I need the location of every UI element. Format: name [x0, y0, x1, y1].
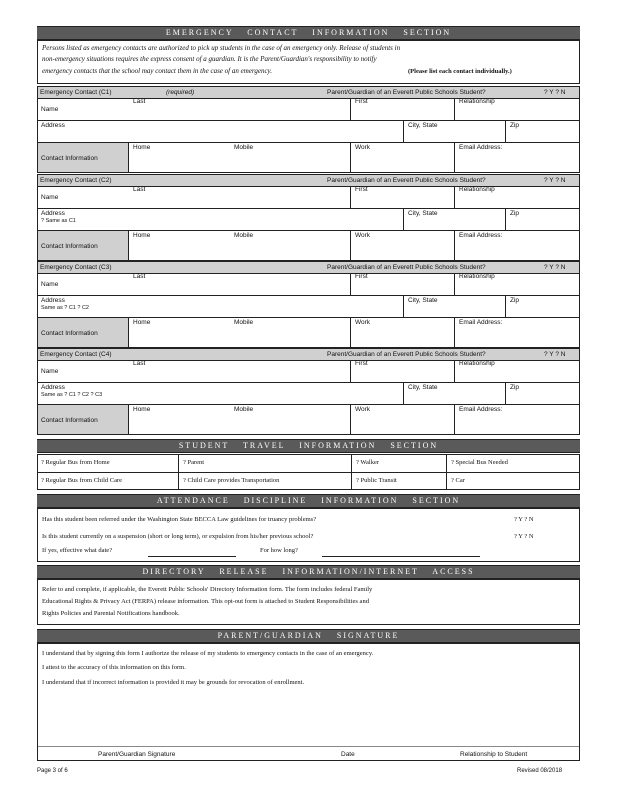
city-state-label: City, State — [408, 384, 438, 391]
directory-box — [37, 579, 580, 625]
travel-special-bus[interactable]: ? Special Bus Needed — [451, 459, 508, 466]
travel-car[interactable]: ? Car — [451, 477, 465, 484]
attendance-q1: Has this student been referred under the Washington State BECCA Law guidelines for truancy problems? — [42, 516, 317, 523]
emergency-contact-c4 — [37, 348, 580, 435]
signature-line-1: I understand that by signing this form I authorize the release of my students to emergency contacts in the case of an emergency. — [42, 650, 374, 657]
travel-childcare-transport[interactable]: ? Child Care provides Transportation — [183, 477, 280, 484]
same-as-options[interactable]: Same as ? C1 ? C2 — [41, 305, 89, 311]
attendance-q2: Is this student currently on a suspension (short or long term), or expulsion from his/her previous school? — [42, 533, 314, 540]
parent-yn[interactable]: ? Y ? N — [544, 177, 566, 184]
directory-line-3: Rights Policies and Parental Notifications handbook. — [42, 610, 180, 617]
date-label: Date — [341, 751, 355, 758]
travel-section-header: STUDENT TRAVEL INFORMATION SECTION — [37, 439, 580, 453]
name-label: Name — [41, 194, 59, 201]
contact-header: Emergency Contact (C4) — [40, 351, 112, 358]
attendance-q1-yn[interactable]: ? Y ? N — [514, 516, 534, 523]
last-label: Last — [133, 98, 146, 105]
travel-box — [37, 454, 580, 490]
name-label: Name — [41, 368, 59, 375]
intro-line-3: emergency contacts that the school may contact them in the case of an emergency. — [42, 67, 273, 75]
contact-required: (required) — [166, 89, 195, 96]
signature-line-3: I understand that if incorrect information is provided it may be grounds for revocation of enrollment. — [42, 679, 305, 686]
email-label: Email Address: — [459, 319, 503, 326]
first-label: First — [355, 360, 368, 367]
zip-label: Zip — [510, 122, 520, 129]
signature-line-2: I attest to the accuracy of this information on this form. — [42, 664, 186, 671]
mobile-label: Mobile — [234, 406, 254, 413]
relationship-label: Relationship — [459, 186, 495, 193]
travel-regular-bus-childcare[interactable]: ? Regular Bus from Child Care — [41, 477, 123, 484]
city-state-label: City, State — [408, 122, 438, 129]
contact-header: Emergency Contact (C2) — [40, 177, 112, 184]
page-number: Page 3 of 6 — [37, 768, 68, 774]
contact-info-label: Contact Information — [41, 155, 98, 162]
directory-line-2: Educational Rights & Privacy Act (FERPA) release information. This opt-out form is attached to Student Responsibilities and — [42, 598, 369, 605]
signature-section-header: PARENT/GUARDIAN SIGNATURE — [37, 629, 580, 643]
intro-box — [37, 40, 580, 84]
work-label: Work — [355, 232, 371, 239]
mobile-label: Mobile — [234, 232, 254, 239]
attendance-section-header: ATTENDANCE DISCIPLINE INFORMATION SECTION — [37, 494, 580, 508]
parent-question: Parent/Guardian of an Everett Public Schools Student? — [327, 177, 486, 184]
relationship-label: Relationship to Student — [460, 751, 528, 758]
zip-label: Zip — [510, 384, 520, 391]
contact-info-label: Contact Information — [41, 417, 98, 424]
zip-label: Zip — [510, 210, 520, 217]
attendance-box — [37, 508, 580, 562]
intro-line-2: non-emergency situations requires the express consent of a guardian. It is the Parent/Guardian's responsibility to notify — [42, 55, 377, 63]
parent-question: Parent/Guardian of an Everett Public Schools Student? — [327, 89, 486, 96]
how-long-line[interactable] — [322, 556, 480, 557]
attendance-q3a: If yes, effective what date? — [42, 547, 113, 554]
parent-question: Parent/Guardian of an Everett Public Schools Student? — [327, 351, 486, 358]
last-label: Last — [133, 186, 146, 193]
work-label: Work — [355, 319, 371, 326]
signature-label: Parent/Guardian Signature — [98, 751, 176, 758]
last-label: Last — [133, 273, 146, 280]
directory-section-header: DIRECTORY RELEASE INFORMATION/INTERNET ACCESS — [37, 565, 580, 579]
city-state-label: City, State — [408, 210, 438, 217]
same-as-options[interactable]: Same as ? C1 ? C2 ? C3 — [41, 392, 103, 398]
intro-line-3b: (Please list each contact individually.) — [408, 68, 512, 75]
parent-yn[interactable]: ? Y ? N — [544, 264, 566, 271]
parent-yn[interactable]: ? Y ? N — [544, 351, 566, 358]
address-label: Address — [41, 122, 65, 129]
address-label: Address — [41, 210, 65, 217]
travel-regular-bus-home[interactable]: ? Regular Bus from Home — [41, 459, 110, 466]
relationship-label: Relationship — [459, 273, 495, 280]
emergency-section-header: EMERGENCY CONTACT INFORMATION SECTION — [37, 26, 580, 40]
first-label: First — [355, 98, 368, 105]
zip-label: Zip — [510, 297, 520, 304]
effective-date-line[interactable] — [148, 556, 236, 557]
home-label: Home — [133, 319, 151, 326]
email-label: Email Address: — [459, 144, 503, 151]
first-label: First — [355, 186, 368, 193]
travel-parent[interactable]: ? Parent — [183, 459, 205, 466]
email-label: Email Address: — [459, 406, 503, 413]
address-label: Address — [41, 297, 65, 304]
revised-date: Revised 08/2018 — [517, 768, 563, 774]
contact-info-label: Contact Information — [41, 330, 98, 337]
travel-public-transit[interactable]: ? Public Transit — [356, 477, 397, 484]
intro-line-1: Persons listed as emergency contacts are authorized to pick up students in the case of an emergency only. Release of students in — [42, 44, 401, 52]
city-state-label: City, State — [408, 297, 438, 304]
work-label: Work — [355, 406, 371, 413]
same-as-options[interactable]: ? Same as C1 — [41, 218, 76, 224]
last-label: Last — [133, 360, 146, 367]
contact-info-label: Contact Information — [41, 243, 98, 250]
first-label: First — [355, 273, 368, 280]
emergency-contact-c1 — [37, 86, 580, 173]
relationship-label: Relationship — [459, 360, 495, 367]
travel-walker[interactable]: ? Walker — [356, 459, 379, 466]
address-label: Address — [41, 384, 65, 391]
work-label: Work — [355, 144, 371, 151]
mobile-label: Mobile — [234, 319, 254, 326]
home-label: Home — [133, 144, 151, 151]
signature-box — [37, 643, 580, 761]
relationship-label: Relationship — [459, 98, 495, 105]
parent-yn[interactable]: ? Y ? N — [544, 89, 566, 96]
emergency-contact-c2 — [37, 174, 580, 261]
parent-question: Parent/Guardian of an Everett Public Schools Student? — [327, 264, 486, 271]
directory-line-1: Refer to and complete, if applicable, the Everett Public Schools' Directory Information form. The form includes federal Family — [42, 586, 373, 593]
attendance-q2-yn[interactable]: ? Y ? N — [514, 533, 534, 540]
contact-header: Emergency Contact (C1) — [40, 89, 112, 96]
name-label: Name — [41, 281, 59, 288]
mobile-label: Mobile — [234, 144, 254, 151]
email-label: Email Address: — [459, 232, 503, 239]
emergency-contact-c3 — [37, 261, 580, 348]
name-label: Name — [41, 106, 59, 113]
home-label: Home — [133, 406, 151, 413]
home-label: Home — [133, 232, 151, 239]
contact-header: Emergency Contact (C3) — [40, 264, 112, 271]
attendance-q3b: For how long? — [260, 547, 298, 554]
